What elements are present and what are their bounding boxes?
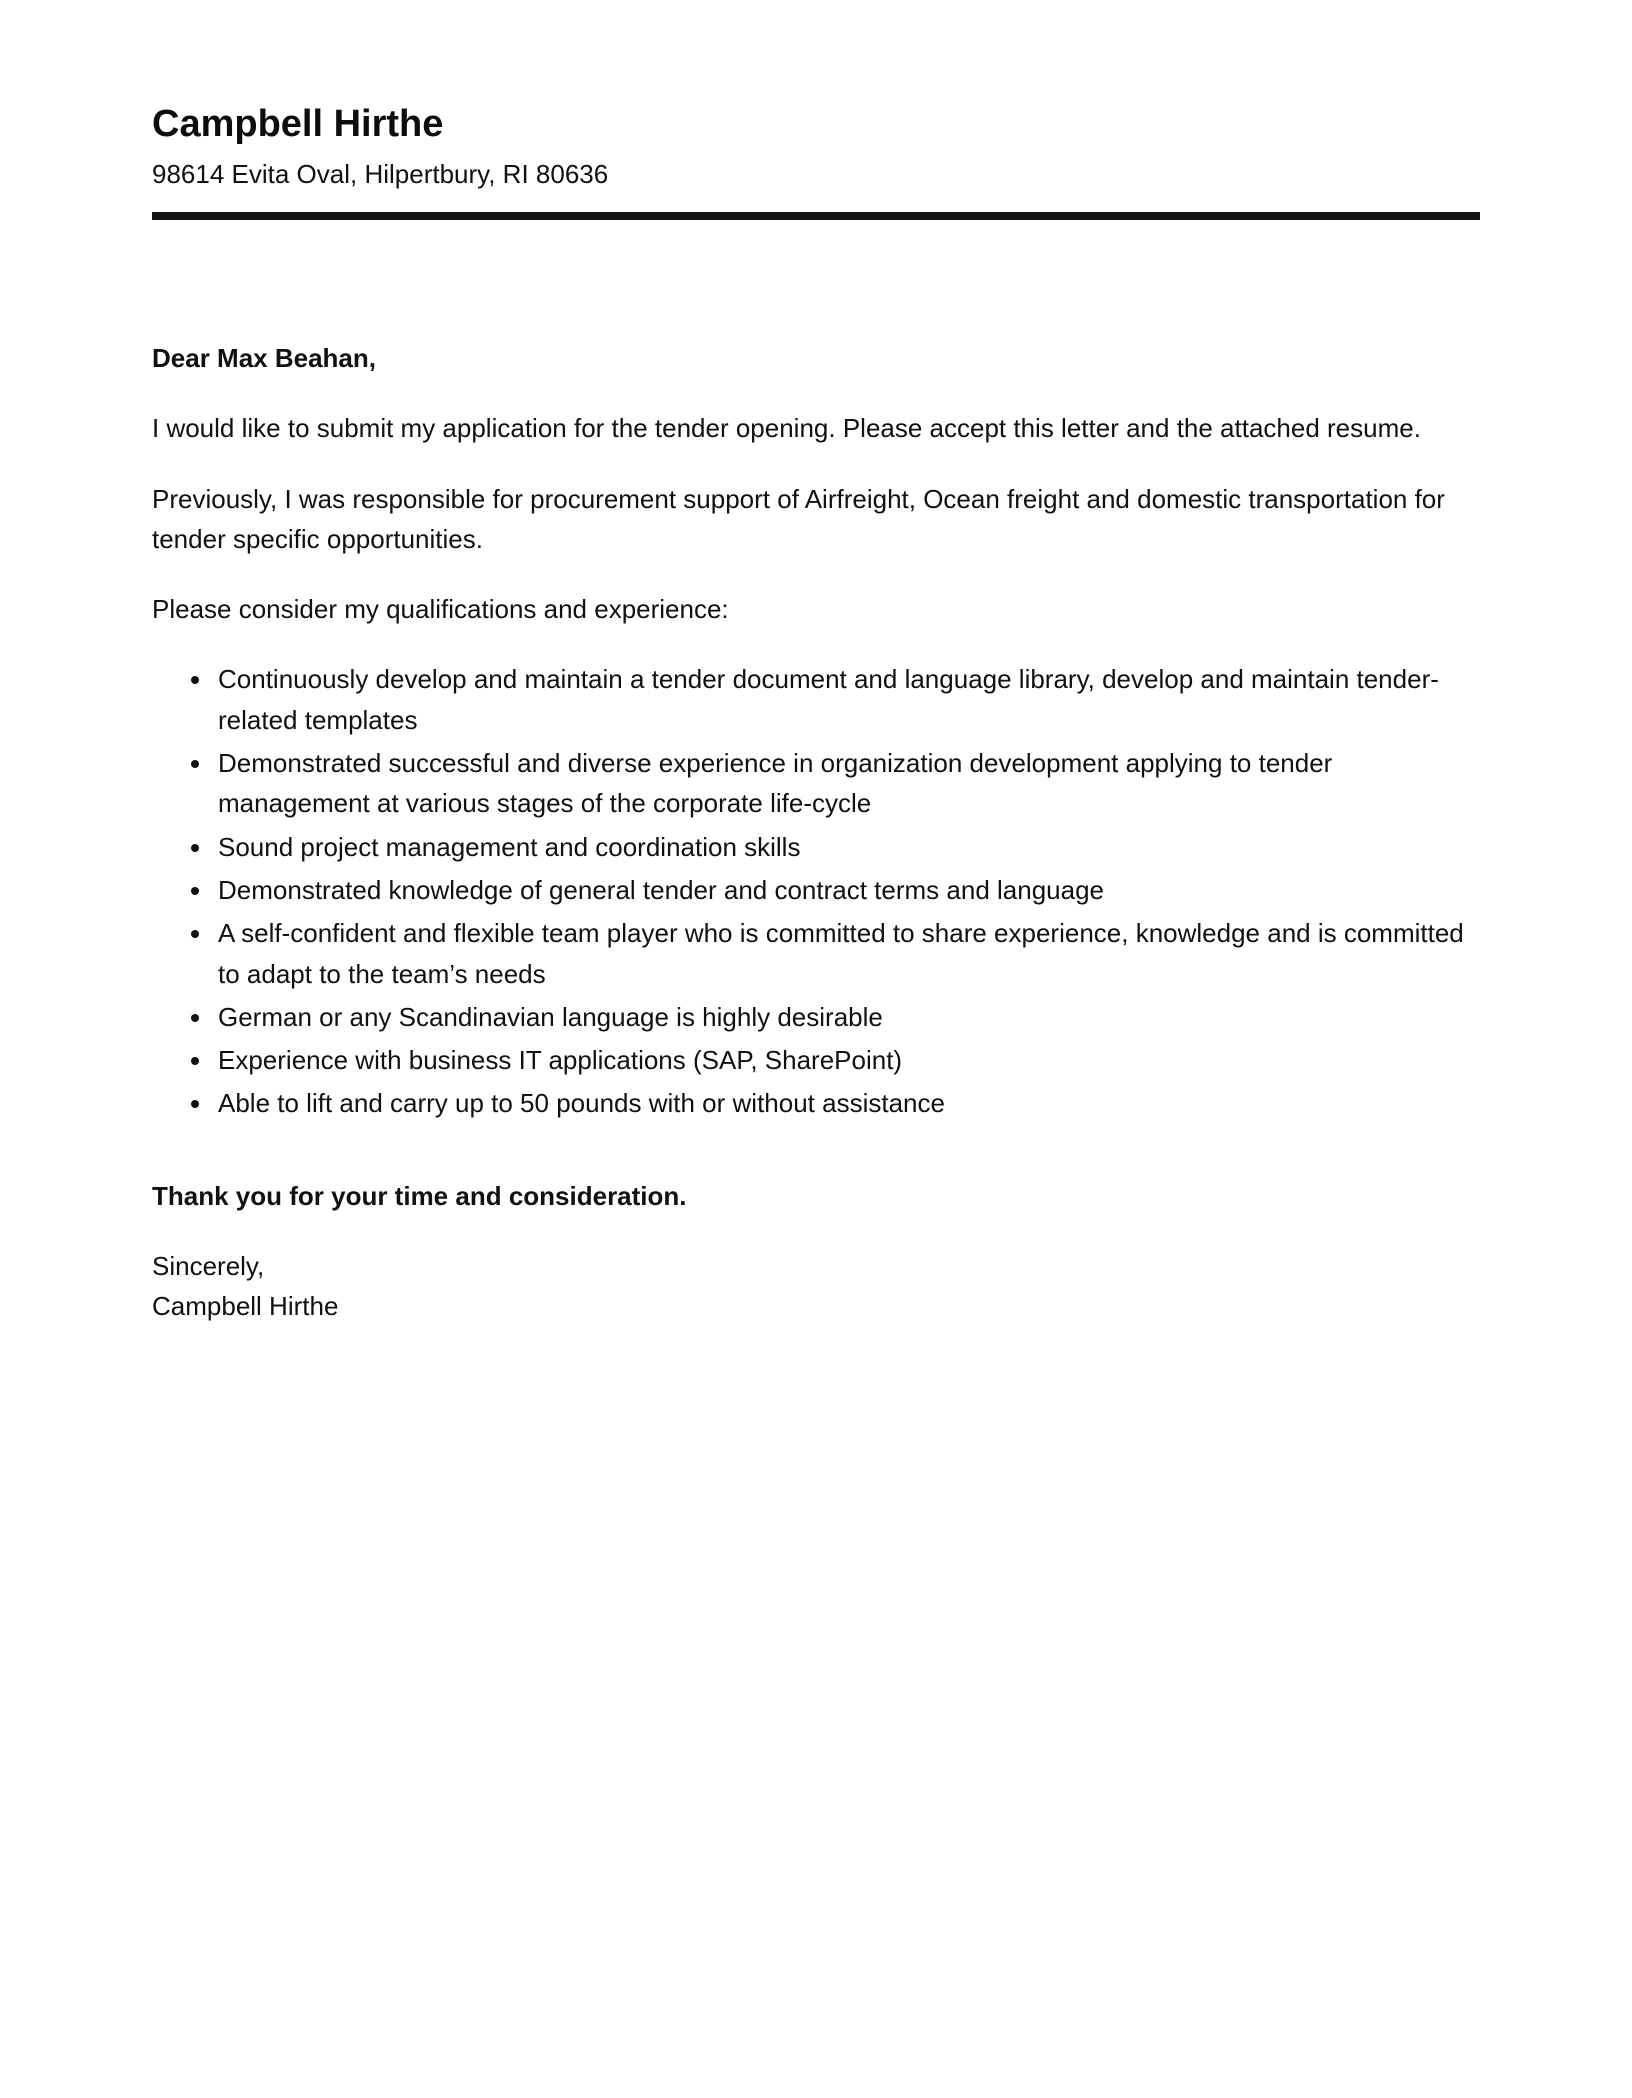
header-divider-rule [152, 212, 1480, 220]
bullet-item: • Demonstrated knowledge of general tender and contract terms and language [214, 870, 1480, 910]
bullet-item: • Able to lift and carry up to 50 pounds with or without assistance [214, 1083, 1480, 1123]
sender-name: Campbell Hirthe [152, 103, 444, 145]
experience-paragraph: Previously, I was responsible for procurement support of Airfreight, Ocean freight and domestic transportation for tender specific opportunities. [152, 483, 1445, 554]
bullet-item: • Continuously develop and maintain a tender document and language library, develop and maintain tender-related templates [214, 659, 1480, 740]
bullet-item: • Demonstrated successful and diverse experience in organization development applying to tender management at various stages of the corporate life-cycle [214, 743, 1480, 824]
letter-body [152, 338, 1480, 1327]
bullet-item: • Experience with business IT applications (SAP, SharePoint) [214, 1040, 1480, 1080]
bullet-item: • German or any Scandinavian language is highly desirable [214, 997, 1480, 1037]
bullet-item: • Sound project management and coordination skills [214, 827, 1480, 867]
closing-thanks: Thank you for your time and consideration. [152, 1180, 687, 1211]
qualifications-list [152, 659, 1480, 1123]
signoff-block [152, 1246, 1480, 1327]
bullet-item: • A self-confident and flexible team player who is committed to share experience, knowledge and is committed to adapt to the team’s needs [214, 913, 1480, 994]
signoff: Sincerely, [152, 1251, 265, 1282]
signature-name: Campbell Hirthe [152, 1291, 339, 1322]
qualifications-intro: Please consider my qualifications and experience: [152, 594, 729, 625]
salutation: Dear Max Beahan, [152, 342, 376, 373]
sender-address: 98614 Evita Oval, Hilpertbury, RI 80636 [152, 158, 609, 189]
intro-paragraph: I would like to submit my application for the tender opening. Please accept this letter and the attached resume. [152, 413, 1421, 444]
letter-header [152, 102, 1480, 220]
